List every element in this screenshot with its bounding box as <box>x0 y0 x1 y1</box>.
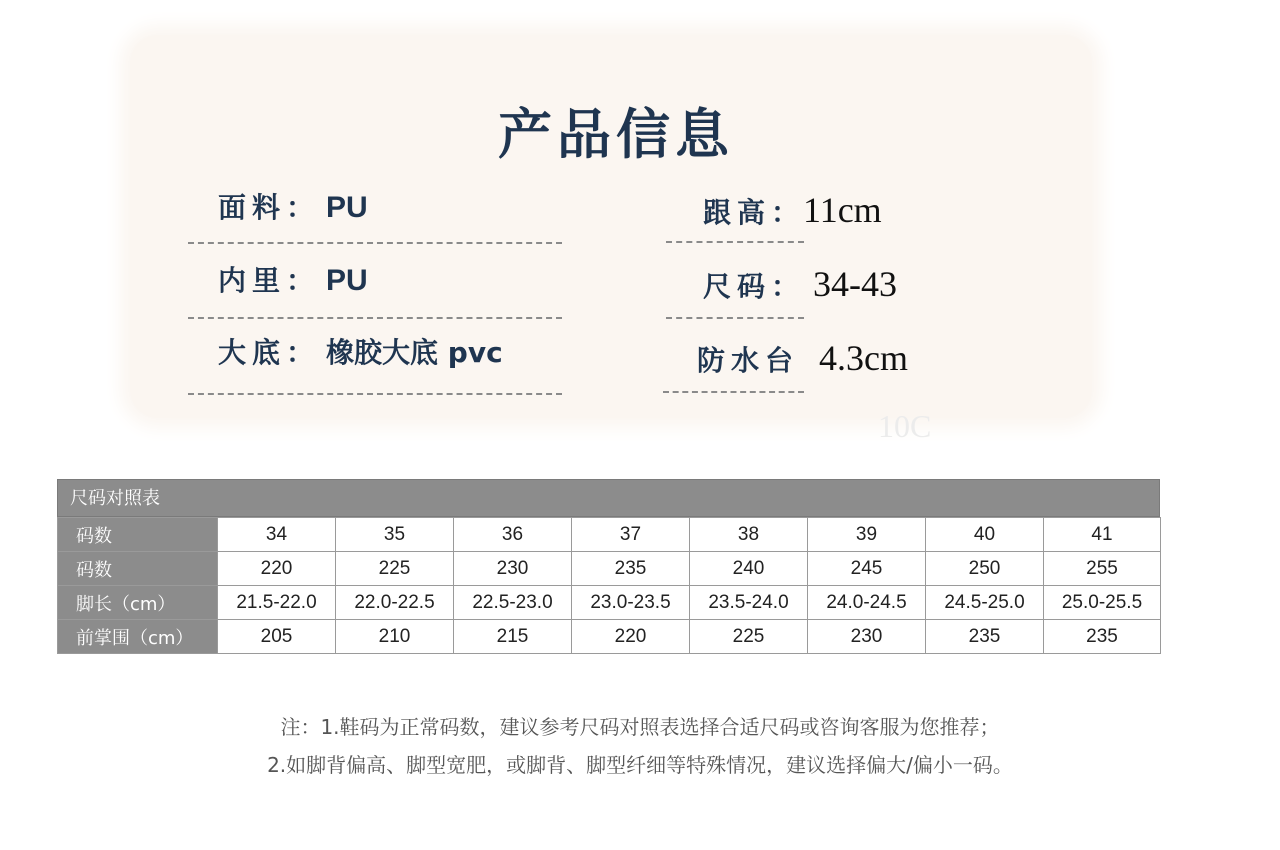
info-label: 尺码 <box>703 270 772 303</box>
table-cell: 235 <box>572 552 690 586</box>
table-cell: 23.5-24.0 <box>690 586 808 620</box>
table-cell: 34 <box>218 518 336 552</box>
size-notes <box>0 708 1280 784</box>
table-cell: 225 <box>690 620 808 654</box>
table-cell: 38 <box>690 518 808 552</box>
info-row-fabric: 面料： PU <box>218 191 368 224</box>
table-cell: 21.5-22.0 <box>218 586 336 620</box>
table-cell: 40 <box>926 518 1044 552</box>
table-cell: 230 <box>808 620 926 654</box>
table-row <box>58 518 1161 552</box>
table-row <box>58 552 1161 586</box>
table-cell: 39 <box>808 518 926 552</box>
info-row-platform <box>697 336 908 380</box>
table-cell: 24.0-24.5 <box>808 586 926 620</box>
table-row <box>58 586 1161 620</box>
row-header: 码数 <box>58 518 218 552</box>
table-cell: 230 <box>454 552 572 586</box>
table-cell: 36 <box>454 518 572 552</box>
divider <box>663 391 804 393</box>
table-cell: 225 <box>336 552 454 586</box>
size-chart <box>57 479 1160 654</box>
info-label: 面料 <box>218 191 287 224</box>
note-line: 2.如脚背偏高、脚型宽肥，或脚背、脚型纤细等特殊情况，建议选择偏大/偏小一码。 <box>267 753 1013 777</box>
divider <box>188 393 562 395</box>
divider <box>188 317 562 319</box>
table-cell: 235 <box>1044 620 1161 654</box>
info-row-lining: 内里： PU <box>218 264 368 297</box>
table-cell: 24.5-25.0 <box>926 586 1044 620</box>
divider <box>666 317 804 319</box>
table-cell: 41 <box>1044 518 1161 552</box>
watermark-text: 10C <box>878 408 932 444</box>
row-header: 前掌围（cm） <box>58 620 218 654</box>
table-cell: 250 <box>926 552 1044 586</box>
table-cell: 245 <box>808 552 926 586</box>
table-cell: 205 <box>218 620 336 654</box>
table-cell: 37 <box>572 518 690 552</box>
info-value: 11cm <box>803 190 882 230</box>
note-line: 注：1.鞋码为正常码数，建议参考尺码对照表选择合适尺码或咨询客服为您推荐； <box>280 715 1000 739</box>
table-cell: 215 <box>454 620 572 654</box>
info-row-size-range: 尺码： 34-43 <box>703 264 898 304</box>
table-cell: 255 <box>1044 552 1161 586</box>
table-row <box>58 620 1161 654</box>
info-row-heel-height: 跟高： 11cm <box>703 190 882 230</box>
info-label: 防水台 <box>697 344 800 377</box>
table-cell: 22.0-22.5 <box>336 586 454 620</box>
table-cell: 25.0-25.5 <box>1044 586 1161 620</box>
table-cell: 22.5-23.0 <box>454 586 572 620</box>
info-value: PU <box>326 191 368 224</box>
info-value: PU <box>326 264 368 297</box>
table-cell: 235 <box>926 620 1044 654</box>
table-cell: 210 <box>336 620 454 654</box>
table-cell: 35 <box>336 518 454 552</box>
row-header: 码数 <box>58 552 218 586</box>
table-cell: 220 <box>572 620 690 654</box>
divider <box>666 241 804 243</box>
table-cell: 240 <box>690 552 808 586</box>
info-label: 内里 <box>218 264 287 297</box>
divider <box>188 242 562 244</box>
info-label: 跟高 <box>703 196 772 229</box>
info-value: 橡胶大底 pvc <box>326 336 503 369</box>
info-value: 34-43 <box>813 264 898 304</box>
table-cell: 23.0-23.5 <box>572 586 690 620</box>
info-row-outsole: 大底： 橡胶大底 pvc <box>218 336 503 369</box>
size-chart-table <box>57 517 1161 654</box>
info-value: 4.3cm <box>819 338 908 378</box>
table-cell: 220 <box>218 552 336 586</box>
row-header: 脚长（cm） <box>58 586 218 620</box>
info-label: 大底 <box>218 336 287 369</box>
product-info-title: 产品信息 <box>498 103 734 166</box>
size-chart-title: 尺码对照表 <box>57 479 1160 517</box>
